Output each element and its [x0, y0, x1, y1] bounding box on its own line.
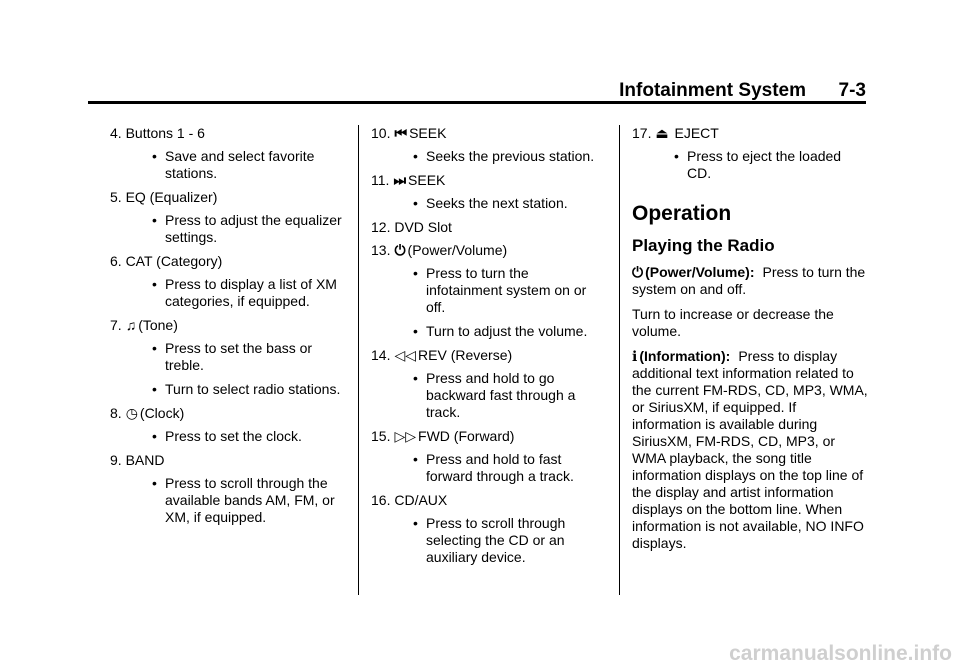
button-symbol-icon: ⏭: [393, 172, 407, 188]
bullet-list: [110, 475, 346, 526]
header-title: Infotainment System: [619, 80, 806, 101]
bullet-icon: •: [413, 451, 418, 467]
bullet-list: [110, 276, 346, 310]
item-label: SEEK: [409, 125, 447, 141]
bullet-icon: •: [152, 475, 157, 491]
info-paragraph: [632, 348, 868, 552]
bullet-item: [110, 381, 346, 398]
column-middle: [371, 125, 607, 573]
bullet-list: [371, 148, 607, 165]
button-symbol-icon: ⏻: [394, 242, 406, 258]
item-number: 15.: [371, 428, 391, 444]
bullet-list: [371, 451, 607, 485]
bullet-text: Press to display a list of XM categories, if equipped.: [165, 276, 337, 309]
list-item: [110, 452, 346, 526]
item-number: 7.: [110, 317, 122, 333]
bullet-list: [371, 265, 607, 340]
bullet-icon: •: [674, 148, 679, 164]
power-paragraph: [632, 264, 868, 298]
item-heading: [371, 428, 607, 445]
item-heading: [632, 125, 868, 142]
column-right: [632, 125, 868, 560]
list-item: [110, 189, 346, 246]
power-icon: ⏻: [632, 264, 644, 280]
bullet-icon: •: [152, 381, 157, 397]
bullet-item: [371, 451, 607, 485]
turn-paragraph: Turn to increase or decrease the volume.: [632, 306, 834, 339]
bullet-item: [110, 340, 346, 374]
column-left: [110, 125, 346, 533]
bullet-text: Seeks the previous station.: [426, 148, 595, 164]
bullet-icon: •: [413, 370, 418, 386]
item-heading: 5. EQ (Equalizer): [110, 189, 218, 205]
power-text: Press to turn the system on and off.: [632, 264, 866, 297]
bullet-icon: •: [152, 340, 157, 356]
bullet-item: [110, 428, 346, 445]
list-item: [110, 317, 346, 398]
item-label: EJECT: [674, 125, 719, 141]
bullet-item: [371, 265, 607, 316]
bullet-text: Press to set the bass or treble.: [165, 340, 313, 373]
item-number: 8.: [110, 405, 122, 421]
bullet-icon: •: [413, 148, 418, 164]
item-heading: 6. CAT (Category): [110, 253, 223, 269]
bullet-item: [371, 195, 607, 212]
bullet-item: [110, 475, 346, 526]
bullet-text: Save and select favorite stations.: [165, 148, 315, 181]
section-title: Operation: [632, 202, 732, 225]
bullet-text: Turn to select radio stations.: [165, 381, 341, 397]
item-label: SEEK: [408, 172, 446, 188]
bullet-text: Press to scroll through the available bands AM, FM, or XM, if equipped.: [165, 475, 335, 525]
bullet-item: [371, 370, 607, 421]
column-divider: [358, 125, 359, 595]
list-item: [371, 172, 607, 212]
bullet-icon: •: [152, 212, 157, 228]
item-number: 10.: [371, 125, 391, 141]
item-number: 13.: [371, 242, 391, 258]
item-label: (Clock): [139, 405, 185, 421]
info-icon: ℹ: [632, 348, 638, 364]
list-item: [371, 347, 607, 421]
power-term: (Power/Volume):: [645, 264, 755, 280]
button-symbol-icon: ⏮: [394, 125, 408, 141]
bullet-icon: •: [413, 195, 418, 211]
bullet-text: Press to scroll through selecting the CD or an auxiliary device.: [426, 515, 566, 565]
item-heading: 16. CD/AUX: [371, 492, 448, 508]
bullet-list: [632, 148, 868, 182]
eject-icon: ⏏: [655, 125, 669, 141]
bullet-item: [371, 515, 607, 566]
bullet-list: [371, 370, 607, 421]
item-label: (Tone): [138, 317, 178, 333]
item-heading: [371, 172, 607, 189]
bullet-list: [110, 212, 346, 246]
item-heading: [110, 405, 346, 422]
info-term: (Information):: [639, 348, 731, 364]
bullet-list: [110, 340, 346, 398]
bullet-item: [110, 212, 346, 246]
column-divider: [619, 125, 620, 595]
bullet-text: Seeks the next station.: [426, 195, 568, 211]
bullet-item: [110, 148, 346, 182]
item-heading: 4. Buttons 1 - 6: [110, 125, 205, 141]
list-item: [371, 492, 607, 566]
list-item: [110, 253, 346, 310]
button-symbol-icon: ◷: [125, 405, 138, 421]
bullet-text: Press to eject the loaded CD.: [687, 148, 842, 181]
item-number: 14.: [371, 347, 391, 363]
item-heading: [371, 347, 607, 364]
list-item-17: [632, 125, 868, 182]
list-item: [371, 219, 607, 236]
bullet-item: [371, 323, 607, 340]
info-text: Press to display additional text information related to the current FM-RDS, CD, MP3, WMA, or SiriusXM, if equipped. If information is available during SiriusXM, FM-RDS, CD, MP3, or WMA playback, the song title information displays on the top line of the display and artist information displays on the bottom line. When information is not available, NO INFO displays.: [632, 348, 868, 551]
item-number: 17.: [632, 125, 652, 141]
item-heading: [110, 317, 346, 334]
bullet-text: Press to adjust the equalizer settings.: [165, 212, 342, 245]
list-item: [110, 125, 346, 182]
bullet-list: [371, 515, 607, 566]
item-heading: [371, 242, 607, 259]
list-item: [371, 125, 607, 165]
button-symbol-icon: ♫: [125, 317, 137, 333]
watermark: carmanualsonline.info: [729, 642, 952, 665]
item-heading: 12. DVD Slot: [371, 219, 452, 235]
bullet-icon: •: [152, 428, 157, 444]
bullet-text: Press to turn the infotainment system on or off.: [426, 265, 587, 315]
list-item: [110, 405, 346, 445]
bullet-list: [110, 148, 346, 182]
item-heading: [371, 125, 607, 142]
bullet-list: [110, 428, 346, 445]
bullet-text: Press and hold to fast forward through a track.: [426, 451, 574, 484]
bullet-icon: •: [413, 323, 418, 339]
bullet-icon: •: [152, 148, 157, 164]
button-symbol-icon: ▷▷: [394, 428, 417, 444]
item-label: FWD (Forward): [418, 428, 515, 444]
item-heading: 9. BAND: [110, 452, 165, 468]
subsection-title: Playing the Radio: [632, 236, 775, 255]
button-symbol-icon: ◁◁: [394, 347, 417, 363]
header-rule: [88, 101, 866, 104]
bullet-text: Press and hold to go backward fast through a track.: [426, 370, 576, 420]
bullet-list: [371, 195, 607, 212]
bullet-text: Press to set the clock.: [165, 428, 302, 444]
bullet-icon: •: [413, 515, 418, 531]
bullet-icon: •: [152, 276, 157, 292]
item-number: 11.: [371, 172, 390, 188]
bullet-item: [632, 148, 868, 182]
bullet-icon: •: [413, 265, 418, 281]
list-item: [371, 242, 607, 340]
item-label: (Power/Volume): [407, 242, 508, 258]
list-item: [371, 428, 607, 485]
bullet-text: Turn to adjust the volume.: [426, 323, 588, 339]
item-label: REV (Reverse): [418, 347, 513, 363]
bullet-item: [371, 148, 607, 165]
bullet-item: [110, 276, 346, 310]
page-number: 7-3: [838, 80, 866, 101]
